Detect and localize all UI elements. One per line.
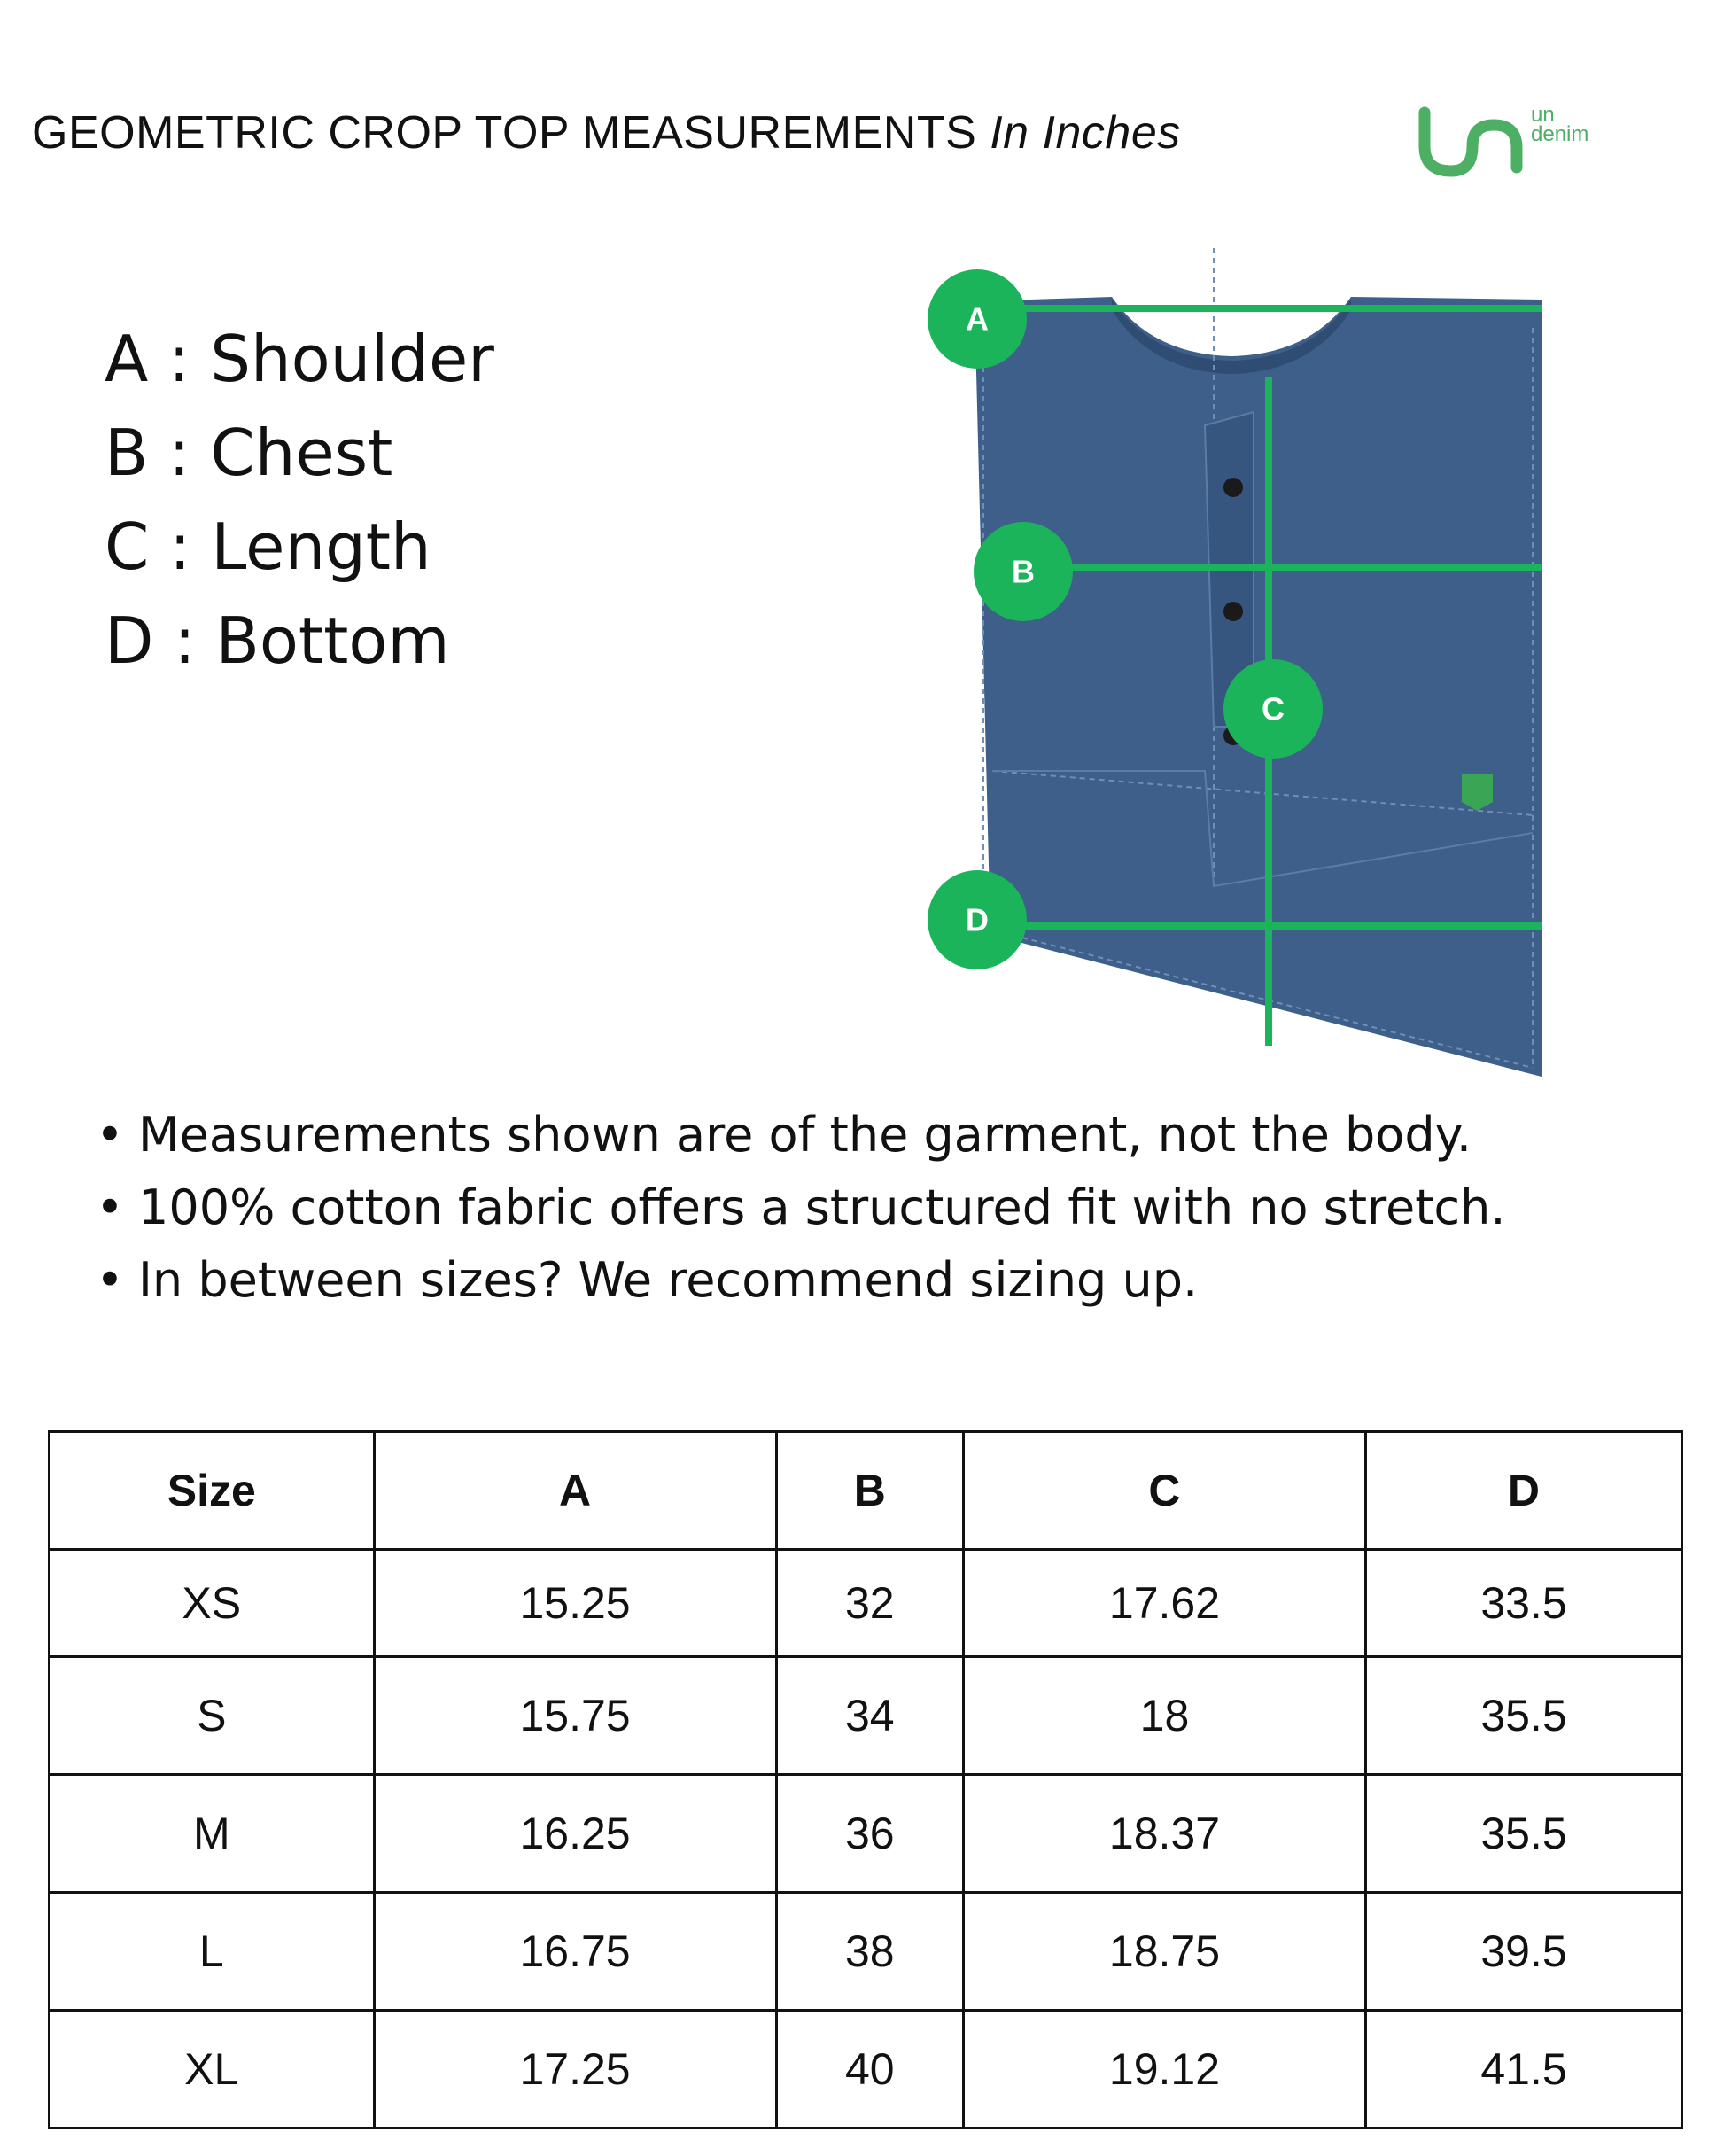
cell-d: 39.5 — [1365, 1893, 1681, 2011]
cell-c: 18 — [964, 1657, 1366, 1775]
marker-d — [928, 870, 1027, 969]
cell-b: 38 — [776, 1893, 964, 2011]
note-text: Measurements shown are of the garment, not the body. — [138, 1107, 1472, 1163]
cell-b: 40 — [776, 2011, 964, 2129]
title-unit: In Inches — [990, 107, 1181, 159]
button-dot-icon — [1223, 478, 1243, 497]
cell-c: 19.12 — [964, 2011, 1366, 2129]
svg-text:B: B — [1012, 553, 1035, 590]
table-row — [50, 1550, 1682, 1657]
button-dot-icon — [1223, 602, 1243, 621]
list-item: • Measurements shown are of the garment, not the body. — [96, 1107, 1472, 1163]
note-text: In between sizes? We recommend sizing up. — [138, 1252, 1199, 1308]
list-item: • In between sizes? We recommend sizing up. — [96, 1252, 1199, 1308]
marker-a — [928, 269, 1027, 369]
table-row — [50, 1657, 1682, 1775]
svg-text:D: D — [966, 901, 989, 938]
header-a: A — [374, 1432, 776, 1550]
legend-chest: B : Chest — [105, 416, 393, 490]
cell-size: XL — [50, 2011, 375, 2129]
cell-a: 17.25 — [374, 2011, 776, 2129]
cell-a: 15.25 — [374, 1550, 776, 1657]
legend-bottom: D : Bottom — [105, 603, 450, 678]
cell-a: 16.75 — [374, 1893, 776, 2011]
header-b: B — [776, 1432, 964, 1550]
table-row — [50, 1893, 1682, 2011]
logo-mark-icon — [1409, 93, 1533, 191]
garment-diagram — [886, 248, 1559, 1099]
cell-size: M — [50, 1775, 375, 1893]
cell-a: 16.25 — [374, 1775, 776, 1893]
header-size: Size — [50, 1432, 375, 1550]
logo-line-un: un — [1531, 103, 1555, 127]
cell-c: 18.37 — [964, 1775, 1366, 1893]
svg-text:C: C — [1262, 690, 1285, 728]
page-title — [32, 106, 1181, 160]
measurement-legend — [105, 312, 494, 688]
cell-b: 36 — [776, 1775, 964, 1893]
cell-a: 15.75 — [374, 1657, 776, 1775]
cell-b: 32 — [776, 1550, 964, 1657]
table-row — [50, 2011, 1682, 2129]
title-main: GEOMETRIC CROP TOP MEASUREMENTS — [32, 107, 977, 159]
cell-b: 34 — [776, 1657, 964, 1775]
cell-d: 35.5 — [1365, 1657, 1681, 1775]
marker-b — [974, 522, 1073, 621]
cell-d: 41.5 — [1365, 2011, 1681, 2129]
logo-line-denim: denim — [1531, 122, 1589, 146]
cell-size: S — [50, 1657, 375, 1775]
cell-d: 35.5 — [1365, 1775, 1681, 1893]
table-row — [50, 1775, 1682, 1893]
table-header-row — [50, 1432, 1682, 1550]
svg-text:A: A — [966, 300, 989, 338]
cell-size: XS — [50, 1550, 375, 1657]
header-c: C — [964, 1432, 1366, 1550]
header-d: D — [1365, 1432, 1681, 1550]
logo-text — [1531, 105, 1588, 144]
legend-length: C : Length — [105, 510, 431, 584]
cell-c: 17.62 — [964, 1550, 1366, 1657]
cell-size: L — [50, 1893, 375, 2011]
legend-shoulder: A : Shoulder — [105, 322, 494, 396]
cell-d: 33.5 — [1365, 1550, 1681, 1657]
marker-c — [1223, 659, 1323, 759]
notes-list — [96, 1099, 1506, 1317]
cell-c: 18.75 — [964, 1893, 1366, 2011]
size-chart-table — [48, 1430, 1683, 2129]
note-text: 100% cotton fabric offers a structured fit with no stretch. — [138, 1179, 1506, 1235]
brand-logo — [1409, 93, 1612, 191]
list-item: • 100% cotton fabric offers a structured fit with no stretch. — [96, 1179, 1506, 1235]
